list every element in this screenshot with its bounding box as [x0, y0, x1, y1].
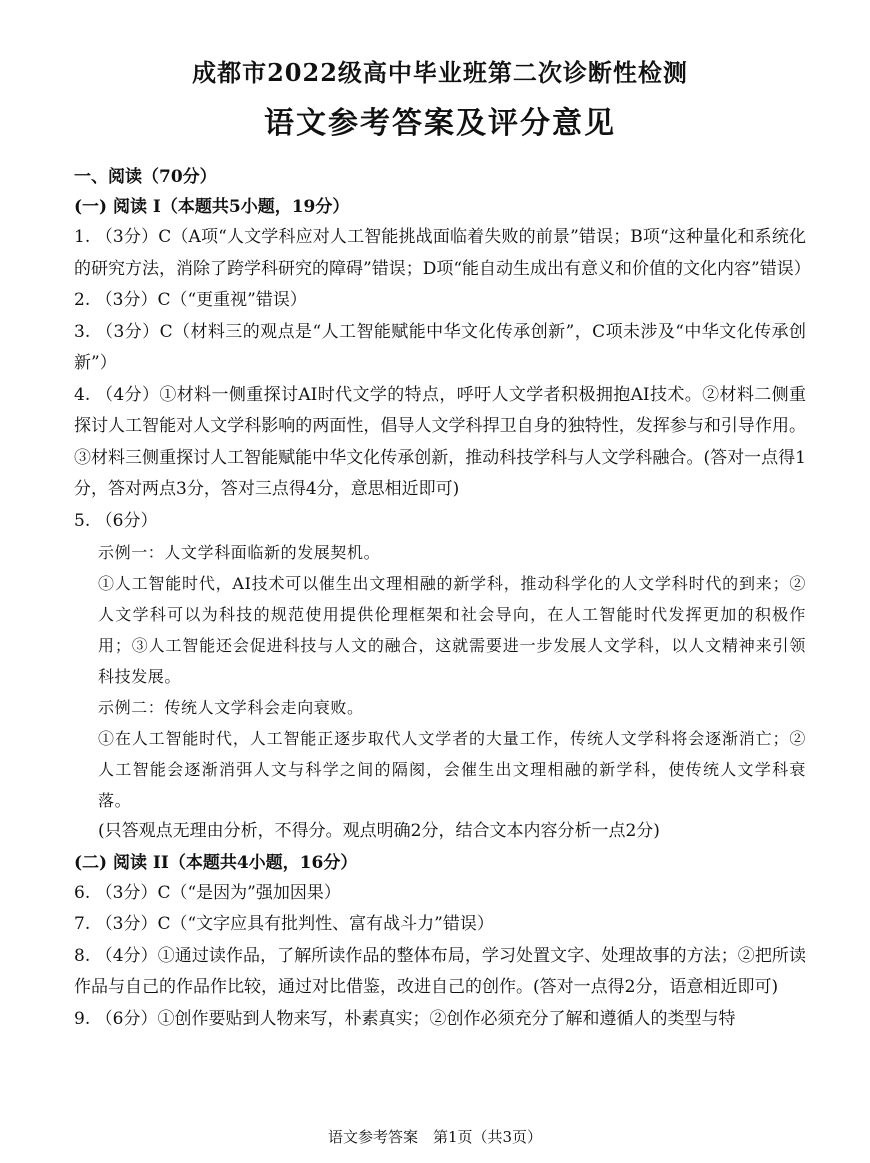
section-reading: 一、阅读（70分） — [74, 167, 217, 187]
document-title: 语文参考答案及评分意见 — [264, 106, 616, 141]
answer-q1: 1. （3分）C（A项“人文学科应对人工智能挑战面临着失败的前景”错误；B项“这种量化和系统化的研究方法，消除了跨学科研究的障碍”错误；D项“能自动生成出有意义和价值的文化内容”错误） — [74, 227, 811, 279]
answer-q5: 5. （6分） — [74, 510, 158, 531]
section-reading-1: (一) 阅读 I（本题共5小题，19分） — [74, 197, 350, 217]
answer-q4: 4. （4分）①材料一侧重探讨AI时代文学的特点，呼吁人文学者积极拥抱AI技术。②材料二侧重探讨人工智能对人文学科影响的两面性，倡导人文学科捍卫自身的独特性，发挥参与和引导作用。③材料三侧重探讨人工智能赋能中华文化传承创新，推动科技学科与人文学科融合。(答对一点得1分，答对两点3分，答对三点得4分，意思相近即可) — [74, 384, 806, 499]
answer-q3: 3. （3分）C（材料三的观点是“人工智能赋能中华文化传承创新”，C项未涉及“中华文化传承创新”） — [74, 321, 806, 373]
exam-title: 成都市2022级高中毕业班第二次诊断性检测 — [192, 58, 688, 87]
q5-example-1-title: 示例一：人文学科面临新的发展契机。 — [98, 543, 381, 562]
section-reading-2: (二) 阅读 II（本题共4小题，16分） — [74, 852, 358, 873]
answer-q6: 6. （3分）C（“是因为”强加因果） — [74, 882, 341, 903]
q5-example-1-body: ①人工智能时代，AI技术可以催生出文理相融的新学科，推动科学化的人文学科时代的到来；②人文学科可以为科技的规范使用提供伦理框架和社会导向，在人工智能时代发挥更加的积极作用；③人工智能还会促进科技与人文的融合，这就需要进一步发展人文学科，以人文精神来引领科技发展。 — [98, 574, 806, 686]
q5-example-2-title: 示例二：传统人文学科会走向衰败。 — [98, 698, 364, 717]
q5-scoring-note: (只答观点无理由分析，不得分。观点明确2分，结合文本内容分析一点2分) — [98, 821, 660, 841]
page-footer: 语文参考答案 第1页（共3页） — [327, 1128, 543, 1146]
answer-q8: 8. （4分）①通过读作品，了解所读作品的整体布局，学习处置文字、处理故事的方法；②把所读作品与自己的作品作比较，通过对比借鉴，改进自己的创作。(答对一点得2分，语意相近即可) — [74, 945, 806, 997]
q5-example-2-body: ①在人工智能时代，人工智能正逐步取代人文学者的大量工作，传统人文学科将会逐渐消亡；②人工智能会逐渐消弭人文与科学之间的隔阂，会催生出文理相融的新学科，使传统人文学科衰落。 — [98, 729, 806, 810]
answer-q7: 7. （3分）C（“文字应具有批判性、富有战斗力”错误） — [74, 914, 494, 934]
answer-q9: 9. （6分）①创作要贴到人物来写，朴素真实；②创作必须充分了解和遵循人的类型与特 — [74, 1008, 736, 1029]
answer-q2: 2. （3分）C（“更重视”错误） — [74, 290, 307, 310]
